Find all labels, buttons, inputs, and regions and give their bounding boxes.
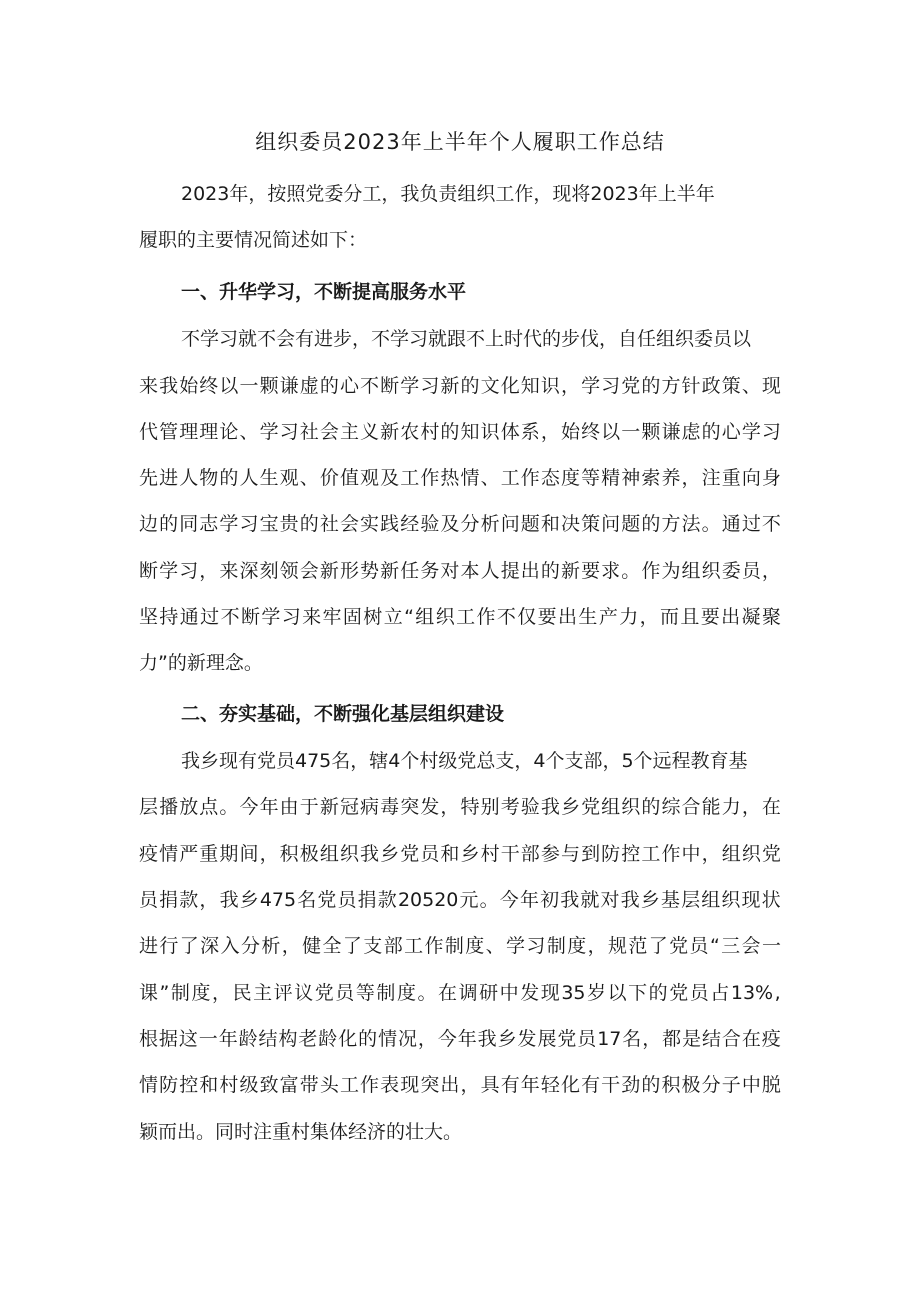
section-1-line-8: 力”的新理念。 — [139, 652, 263, 674]
section-2-line-5: 进 行 了 深 入 分 析 ， 健 全 了 支 部 工 作 制 度 、 学 习 制 度 ， 规 范 了 党 员 “ 三 会 一 — [139, 935, 781, 957]
section-1-line-4: 先 进 人 物 的 人 生 观 、 价 值 观 及 工 作 热 情 、 工 作 态 度 等 精 神 索 养 ， 注 重 向 身 — [139, 467, 781, 489]
section-2-line-9: 颖而出。同时注重村集体经济的壮大。 — [139, 1121, 463, 1143]
section-1-line-3: 代 管 理 理 论 、 学 习 社 会 主 义 新 农 村 的 知 识 体 系 ， 始 终 以 一 颗 谦 虑 的 心 学 习 — [139, 421, 781, 443]
intro-line-1: 2023年，按照党委分工，我负责组织工作，现将2023年上半年 — [181, 183, 715, 205]
section-2-line-3: 疫 情 严 重 期 间 ， 积 极 组 织 我 乡 党 员 和 乡 村 干 部 参 与 到 防 控 工 作 中 ， 组 织 党 — [139, 843, 781, 865]
intro-line-2: 履职的主要情况简述如下： — [139, 229, 368, 251]
section-1-line-6: 断 学 习 ， 来 深 刻 领 会 新 形 势 新 任 务 对 本 人 提 出 的 新 要 求 。 作 为 组 织 委 员 ， — [139, 560, 781, 582]
section-2-line-2: 层 播 放 点 。 今 年 由 于 新 冠 病 毒 突 发 ， 特 别 考 验 我 乡 党 组 织 的 综 合 能 力 ， 在 — [139, 796, 781, 818]
section-2-line-8: 情 防 控 和 村 级 致 富 带 头 工 作 表 现 突 出 ， 具 有 年 轻 化 有 干 劲 的 积 极 分 子 中 脱 — [139, 1074, 781, 1096]
document-title: 组织委员2023年上半年个人履职工作总结 — [255, 130, 665, 154]
section-1-line-5: 边 的 同 志 学 习 宝 贵 的 社 会 实 践 经 验 及 分 析 问 题 和 决 策 问 题 的 方 法 。 通 过 不 — [139, 513, 781, 535]
section-1-line-1: 不学习就不会有进步，不学习就跟不上时代的步伐，自任组织委员以 — [181, 328, 752, 350]
section-2-heading: 二、夯实基础，不断强化基层组织建设 — [181, 703, 505, 725]
section-2-line-1: 我乡现有党员475名，辖4个村级党总支，4个支部，5个远程教育基 — [181, 750, 748, 772]
section-1-line-7: 坚 持 通 过 不 断 学 习 来 牢 固 树 立 “ 组 织 工 作 不 仅 要 出 生 产 力 ， 而 且 要 出 凝 聚 — [139, 606, 781, 628]
section-1-line-2: 来 我 始 终 以 一 颗 谦 虚 的 心 不 断 学 习 新 的 文 化 知 识 ， 学 习 党 的 方 针 政 策 、 现 — [139, 375, 781, 397]
section-1-heading: 一、升华学习，不断提高服务水平 — [181, 281, 467, 303]
section-2-line-4: 员 捐 款 ， 我 乡 475 名 党 员 捐 款 20520 元 。 今 年 初 我 就 对 我 乡 基 层 组 织 现 状 — [139, 889, 781, 911]
section-2-line-7: 根 据 这 一 年 龄 结 构 老 龄 化 的 情 况 ， 今 年 我 乡 发 展 党 员 17 名 ， 都 是 结 合 在 疫 — [139, 1028, 781, 1050]
section-2-line-6: 课 ” 制 度 ， 民 主 评 议 党 员 等 制 度 。 在 调 研 中 发 现 35 岁 以 下 的 党 员 占 13% , — [139, 982, 781, 1004]
